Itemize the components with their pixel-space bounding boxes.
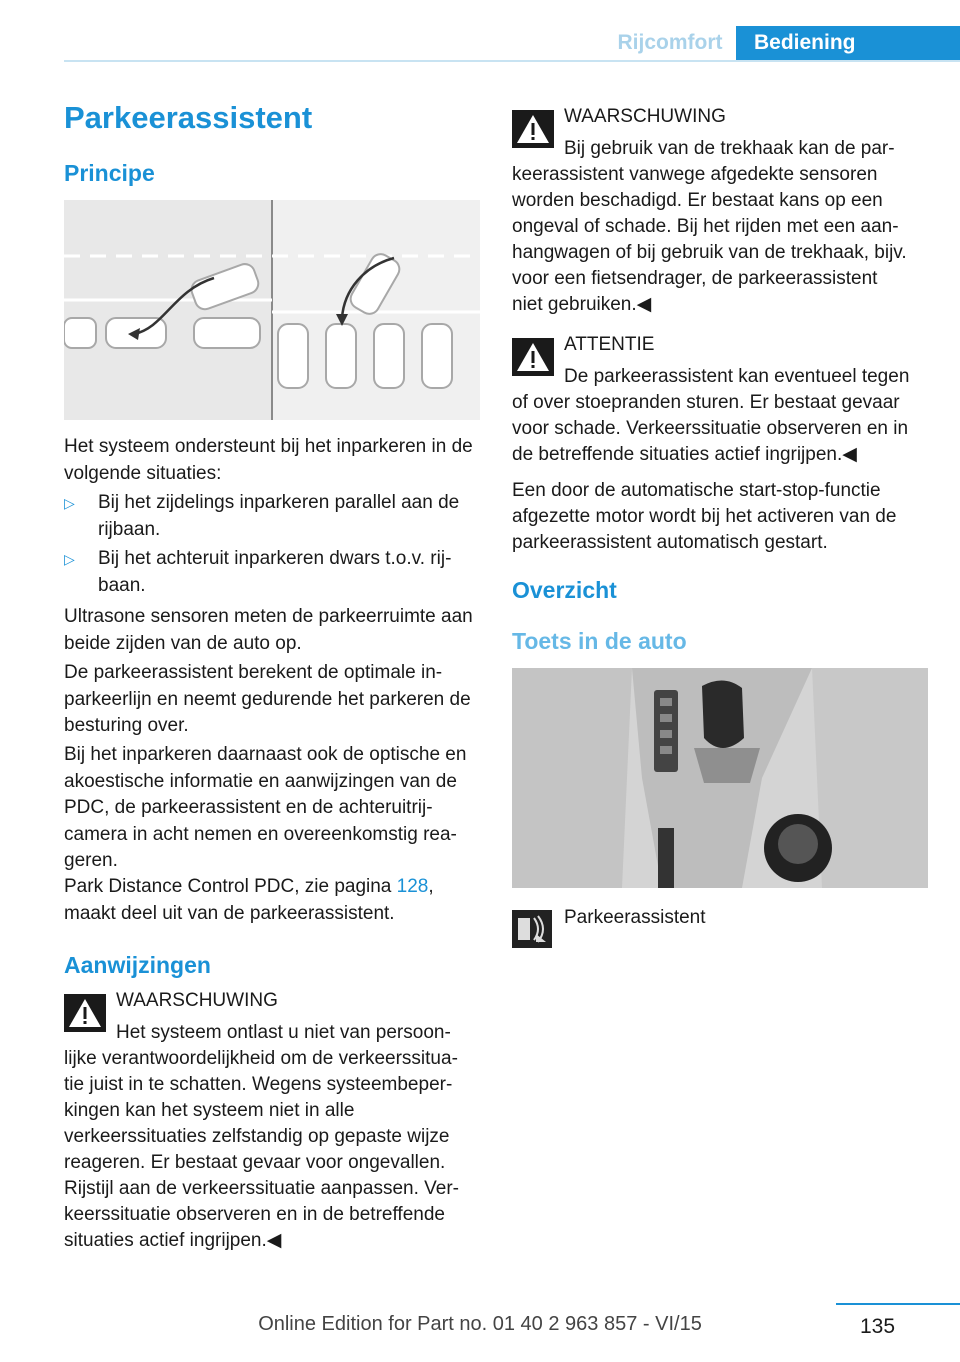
warning-text-line: worden beschadigd. Er bestaat kans op een <box>512 190 883 211</box>
heading-principe: Principe <box>64 160 155 186</box>
bullet-triangle-icon: ▷ <box>64 551 75 567</box>
header-divider <box>64 60 960 62</box>
warning-text-line: hangwagen of bij gebruik van de trekhaak, bijv. <box>512 242 907 263</box>
warning-icon <box>64 994 106 1032</box>
heading-overzicht: Overzicht <box>512 577 617 603</box>
parking-principle-illustration <box>64 200 480 420</box>
warning-text-line: tie juist in te schatten. Wegens systeembeper- <box>64 1074 453 1095</box>
warning-text-line: keerssituatie observeren en in de betreffende <box>64 1204 445 1225</box>
edition-footer: Online Edition for Part no. 01 40 2 963 857 - VI/15 <box>258 1313 702 1335</box>
warning-label: WAARSCHUWING <box>564 106 726 127</box>
warning-text-line: niet gebruiken.◀ <box>512 294 652 315</box>
park-assist-icon[interactable] <box>512 910 552 948</box>
attention-text-line: De parkeerassistent kan eventueel tegen <box>564 366 910 387</box>
warning-text-line: voor een fietsendrager, de parkeerassistent <box>512 268 878 289</box>
page-number: 135 <box>860 1315 896 1338</box>
intro-text: Het systeem ondersteunt bij het inparkeren in de volgende situaties: <box>64 436 473 484</box>
bullet-triangle-icon: ▷ <box>64 495 75 511</box>
paragraph-start-stop: parkeerassistent automatisch gestart. <box>512 532 828 553</box>
warning-text-line: Bij gebruik van de trekhaak kan de par- <box>564 138 895 159</box>
attention-text-line: voor schade. Verkeerssituatie observeren en in <box>512 418 909 439</box>
warning-text-line: kingen kan het systeem niet in alle <box>64 1100 355 1121</box>
tab-rijcomfort[interactable]: Rijcomfort <box>617 31 723 54</box>
warning-text-line: situaties actief ingrijpen.◀ <box>64 1230 282 1251</box>
park-assist-label: Parkeerassistent <box>564 907 706 928</box>
paragraph-pdc-info: Bij het inparkeren daarnaast ook de optische en akoestische informatie en aanwijzingen van de PDC, de parkeerassistent en de achteruitrij-camera in acht nemen en overeenkomstig rea-geren. <box>64 744 467 871</box>
paragraph-start-stop: afgezette motor wordt bij het activeren van de <box>512 506 897 527</box>
list-item: ▷ Bij het achteruit inparkeren dwars t.o.v. rij-baan. <box>64 548 452 596</box>
warning-text-line: keerassistent vanwege afgedekte sensoren <box>512 164 878 185</box>
warning-text-line: ongeval of schade. Bij het rijden met een aan- <box>512 216 899 237</box>
page-title: Parkeerassistent <box>64 100 313 135</box>
tab-bediening[interactable]: Bediening <box>736 26 960 62</box>
heading-toets-in-de-auto: Toets in de auto <box>512 628 687 654</box>
center-console-photo <box>512 668 928 888</box>
attention-label: ATTENTIE <box>564 334 655 355</box>
warning-text-line: lijke verantwoordelijkheid om de verkeerssitua- <box>64 1048 458 1069</box>
warning-text-line: reageren. Er bestaat gevaar voor ongevallen. <box>64 1152 446 1173</box>
attention-text-line: of over stoepranden sturen. Er bestaat gevaar <box>512 392 900 413</box>
warning-text-line: verkeerssituaties zelfstandig op gepaste wijze <box>64 1126 450 1147</box>
warning-label: WAARSCHUWING <box>116 990 278 1011</box>
paragraph-pdc-ref: Park Distance Control PDC, zie pagina 128, maakt deel uit van de parkeerassistent. <box>64 876 434 924</box>
paragraph-parkeerlijn: De parkeerassistent berekent de optimale in-parkeerlijn en neemt gedurende het parkeren de besturing over. <box>64 662 471 736</box>
warning-icon <box>512 110 554 148</box>
paragraph-sensors: Ultrasone sensoren meten de parkeerruimte aan beide zijden van de auto op. <box>64 606 473 654</box>
page-link-128[interactable]: 128 <box>396 876 429 897</box>
warning-text-line: Het systeem ontlast u niet van persoon- <box>116 1022 451 1043</box>
attention-text-line: de betreffende situaties actief ingrijpen.◀ <box>512 444 857 465</box>
warning-text-line: Rijstijl aan de verkeerssituatie aanpassen. Ver- <box>64 1178 459 1199</box>
paragraph-start-stop: Een door de automatische start-stop-functie <box>512 480 881 501</box>
attention-icon <box>512 338 554 376</box>
heading-aanwijzingen: Aanwijzingen <box>64 952 211 978</box>
list-item: ▷ Bij het zijdelings inparkeren parallel aan de rijbaan. <box>64 492 460 540</box>
footer-divider <box>836 1303 960 1305</box>
